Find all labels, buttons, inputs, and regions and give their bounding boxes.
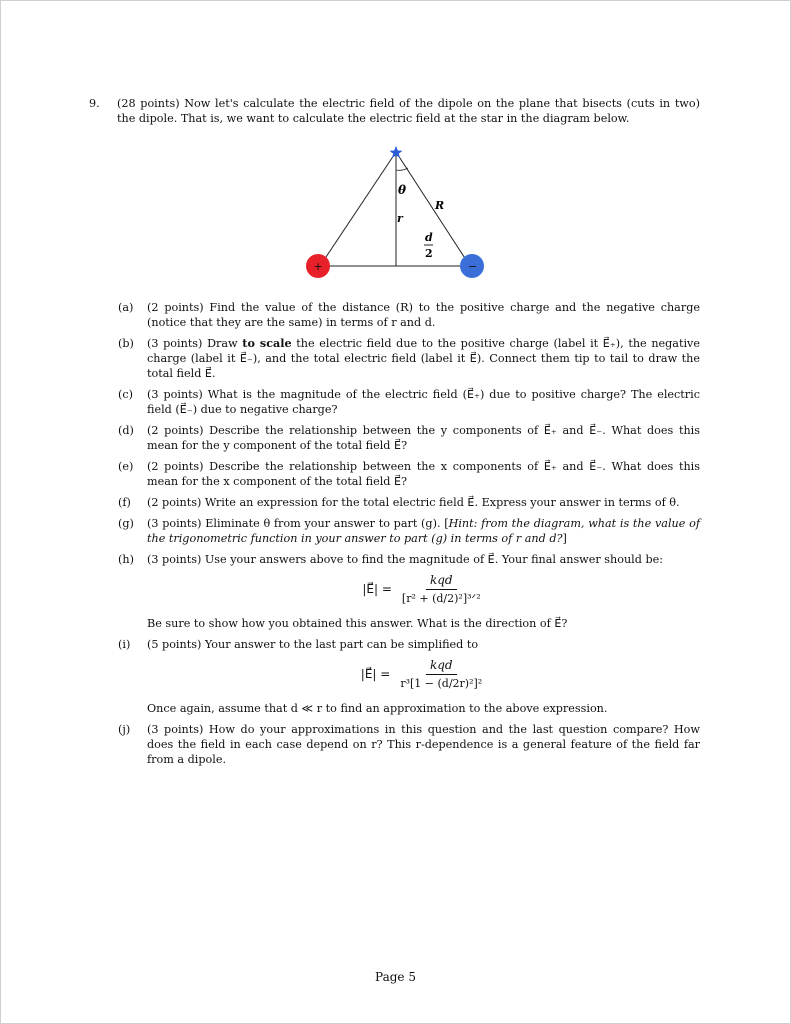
equation-lhs: |E⃗| = [362,582,392,596]
part-b [118,336,700,381]
part-text: (2 points) Write an expression for the total electric field E⃗. Express your answer in terms of θ. [147,496,680,509]
r-label: r [397,212,403,225]
R-label: R [435,199,445,212]
question-parts [118,300,700,773]
part-g [118,516,700,546]
page-number: Page 5 [375,970,416,984]
part-text: the electric field due to the positive charge (label it E⃗₊), the negative charge (label it E⃗₋), and the total electric field (label it E⃗). Connect them tip to tail to draw the total field E⃗. [147,337,700,380]
part-text-after: Be sure to show how you obtained this answer. What is the direction of E⃗? [147,617,568,630]
equation-numerator: kqd [426,658,457,675]
d-label: d [425,231,433,244]
part-i [118,637,700,716]
two-label: 2 [425,247,433,260]
theta-label: θ [398,183,407,197]
part-text-bold: to scale [242,336,292,350]
dipole-diagram [300,144,500,284]
part-text: (2 points) Describe the relationship between the y components of E⃗₊ and E⃗₋. What does this mean for the y component of the total field E⃗? [147,424,700,452]
part-text: (3 points) Draw [147,337,243,350]
part-h [118,552,700,631]
part-text: (5 points) Your answer to the last part can be simplified to [147,638,479,651]
left-side-line [320,152,396,266]
minus-label: − [468,260,478,273]
part-j [118,722,700,767]
part-label: (f) [118,496,131,509]
part-text: (2 points) Find the value of the distance (R) to the positive charge and the negative charge (notice that they are the same) in terms of r and d. [147,301,700,329]
part-text: (2 points) Describe the relationship between the x components of E⃗₊ and E⃗₋. What does this mean for the x component of the total field E⃗? [147,460,700,488]
question-number: 9. [89,97,100,110]
part-label: (i) [118,638,131,651]
equation-numerator: kqd [426,573,457,590]
plus-label: + [313,260,323,273]
part-label: (j) [118,723,131,736]
part-hint: Hint: from the diagram, what is the value of the trigonometric function in your answer to part (g) in terms of r and d? [147,517,700,545]
equation-lhs: |E⃗| = [360,667,391,681]
part-text: (3 points) Use your answers above to find the magnitude of E⃗. Your final answer should be: [147,553,664,566]
question-header [89,96,700,126]
part-label: (c) [118,388,133,401]
part-label: (g) [118,517,134,530]
equation-h [147,573,700,606]
part-label: (e) [118,460,134,473]
part-e [118,459,700,489]
equation-denominator: r³[1 − (d/2r)²]² [400,677,483,690]
equation-fraction [396,658,486,691]
part-text: (3 points) Eliminate θ from your answer to part (g). [ [147,517,449,530]
part-text: (3 points) How do your approximations in this question and the last question compare? How does the field in each case depend on r? This r-dependence is a general feature of the field far from a dipole. [147,723,700,766]
equation-denominator: [r² + (d/2)²]³ᐟ² [401,592,481,605]
part-f [118,495,700,510]
part-label: (h) [118,553,134,566]
part-text: ] [562,532,567,545]
part-c [118,387,700,417]
right-side-line [396,152,470,266]
part-a [118,300,700,330]
equation-i [147,658,700,691]
part-d [118,423,700,453]
part-label: (d) [118,424,134,437]
part-label: (b) [118,337,134,350]
part-text-after: Once again, assume that d ≪ r to find an approximation to the above expression. [147,702,608,715]
part-text: (3 points) What is the magnitude of the electric field (E⃗₊) due to positive charge? The electric field (E⃗₋) due to negative charge? [147,388,700,416]
question-text: (28 points) Now let's calculate the electric field of the dipole on the plane that bisects (cuts in two) the dipole. That is, we want to calculate the electric field at the star in the diagram below. [117,97,700,125]
equation-fraction [398,573,485,606]
part-label: (a) [118,301,134,314]
